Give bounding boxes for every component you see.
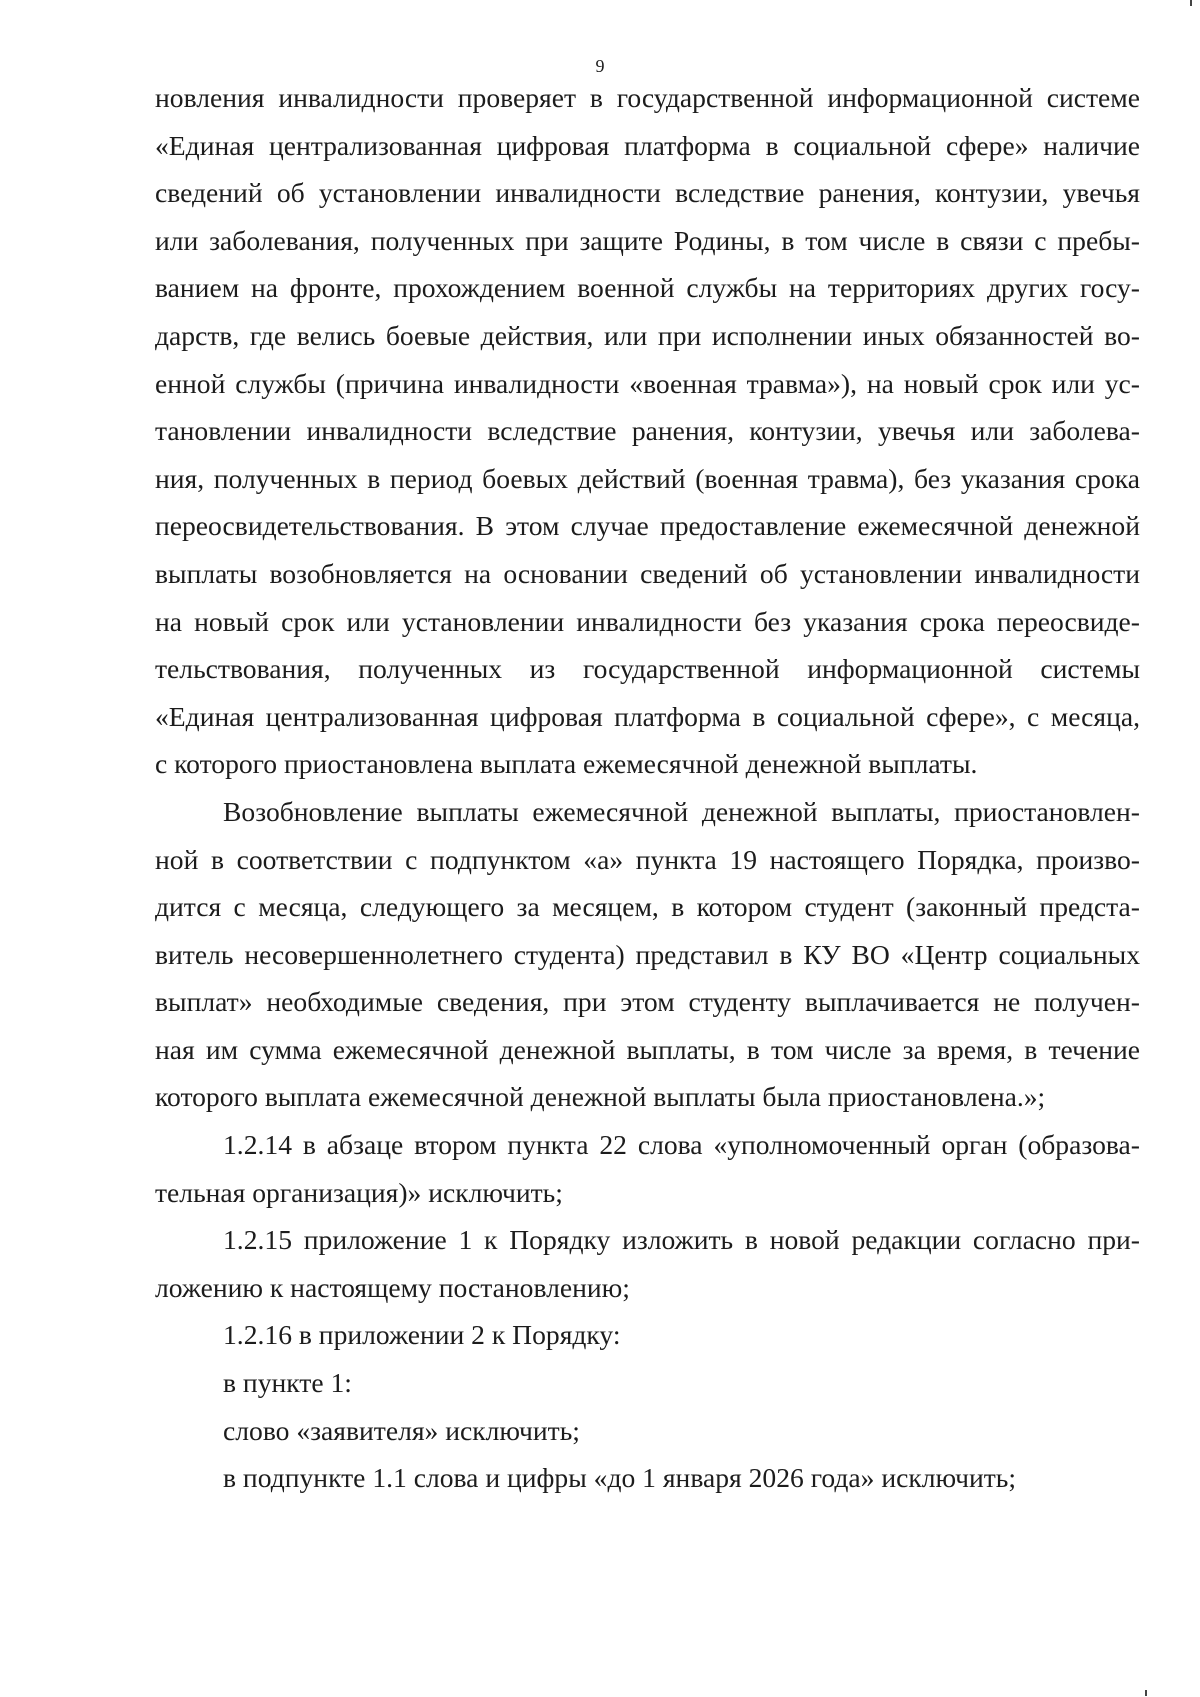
text-line: ванием на фронте, прохождением военной службы на территориях других госу- [155, 272, 1140, 304]
text-line: ния, полученных в период боевых действий (военная травма), без указания срока [155, 462, 1140, 494]
text-line: выплат» необходимые сведения, при этом студенту выплачивается не получен- [155, 986, 1140, 1018]
text-line: новления инвалидности проверяет в государственной информационной системе [155, 82, 1140, 113]
paragraph [155, 1454, 1140, 1502]
document-body [155, 74, 1140, 1502]
text-line: на новый срок или установлении инвалидности без указания срока переосвиде- [155, 605, 1140, 637]
text-line: или заболевания, полученных при защите Родины, в том числе в связи с пребы- [155, 224, 1140, 256]
scan-edge-mark [1190, 0, 1192, 6]
text-line: выплаты возобновляется на основании сведений об установлении инвалидности [155, 557, 1140, 589]
text-line: которого выплата ежемесячной денежной выплаты была приостановлена.»; [155, 1081, 1046, 1113]
text-line: переосвидетельствования. В этом случае предоставление ежемесячной денежной [155, 510, 1140, 542]
text-line: ложению к настоящему постановлению; [155, 1271, 630, 1303]
text-line: дарств, где велись боевые действия, или при исполнении иных обязанностей во- [155, 319, 1140, 351]
text-line: Возобновление выплаты ежемесячной денежной выплаты, приостановлен- [223, 795, 1140, 827]
paragraph [155, 1216, 1140, 1311]
text-line: «Единая централизованная цифровая платформа в социальной сфере», с месяца, [155, 700, 1140, 732]
paragraph [155, 74, 1140, 788]
text-line: «Единая централизованная цифровая платформа в социальной сфере» наличие [155, 129, 1140, 161]
paragraph [155, 1407, 1140, 1455]
text-line: ной в соответствии с подпунктом «а» пункта 19 настоящего Порядка, произво- [155, 843, 1140, 875]
text-line: тановлении инвалидности вследствие ранения, контузии, увечья или заболева- [155, 415, 1140, 447]
paragraph [155, 788, 1140, 1121]
page-number: 9 [595, 56, 605, 76]
scan-edge-mark [1145, 1690, 1147, 1696]
text-line: сведений об установлении инвалидности вследствие ранения, контузии, увечья [155, 177, 1140, 209]
text-line: дится с месяца, следующего за месяцем, в котором студент (законный предста- [155, 891, 1140, 923]
text-line: тельствования, полученных из государственной информационной системы [155, 653, 1140, 685]
paragraph [155, 1359, 1140, 1407]
paragraph [155, 1121, 1140, 1216]
text-line: ная им сумма ежемесячной денежной выплаты, в том числе за время, в течение [155, 1033, 1140, 1065]
text-line: 1.2.14 в абзаце втором пункта 22 слова «уполномоченный орган (образова- [223, 1129, 1140, 1161]
text-line: тельная организация)» исключить; [155, 1176, 563, 1208]
text-line: витель несовершеннолетнего студента) представил в КУ ВО «Центр социальных [155, 938, 1140, 970]
text-line: 1.2.16 в приложении 2 к Порядку: [223, 1319, 621, 1351]
paragraph [155, 1311, 1140, 1359]
text-line: в пункте 1: [223, 1367, 352, 1399]
text-line: енной службы (причина инвалидности «военная травма»), на новый срок или ус- [155, 367, 1140, 399]
text-line: с которого приостановлена выплата ежемесячной денежной выплаты. [155, 748, 978, 780]
text-line: слово «заявителя» исключить; [223, 1414, 580, 1446]
text-line: 1.2.15 приложение 1 к Порядку изложить в новой редакции согласно при- [223, 1224, 1140, 1256]
text-line: в подпункте 1.1 слова и цифры «до 1 января 2026 года» исключить; [223, 1462, 1017, 1494]
